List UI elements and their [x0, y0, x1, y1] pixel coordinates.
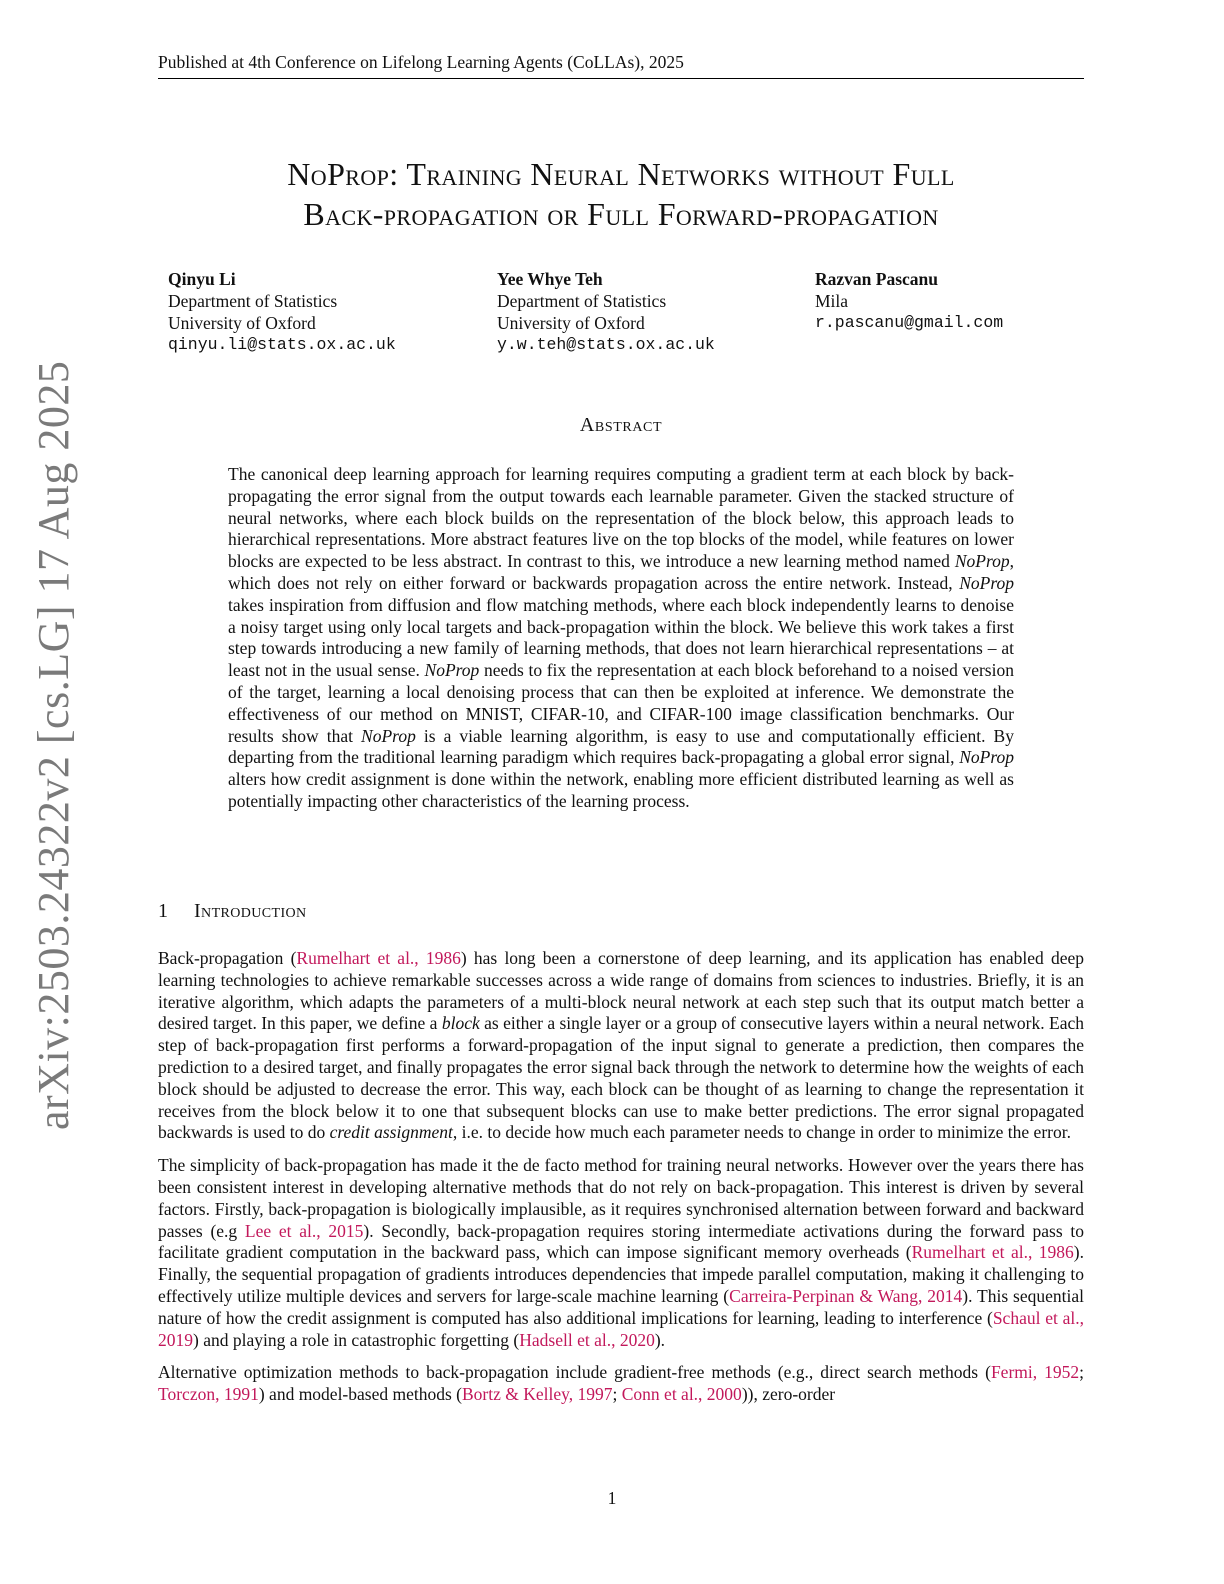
- author-email[interactable]: qinyu.li@stats.ox.ac.uk: [168, 335, 396, 354]
- author-email[interactable]: r.pascanu@gmail.com: [815, 313, 1004, 332]
- author-department: Department of Statistics: [497, 291, 667, 311]
- text-fragment: The simplicity of back-propagation has made it the de facto method for training neural networks. However over the years there has been consistent interest in developing alternative methods that do not rely on back-propagation. This interest is driven by several factors. Firstly, back-propagation is biologically implausible, as it requires synchronised alternation between forward and backward passes (e.g: [158, 1155, 1084, 1241]
- author-2: [497, 268, 715, 356]
- section-number: 1: [158, 900, 169, 922]
- introduction-body: [158, 948, 1084, 1417]
- arxiv-identifier: arXiv:2503.24322v2 [cs.LG] 17 Aug 2025: [29, 360, 78, 1130]
- abstract-fragment: takes inspiration from diffusion and flow matching methods, where each block independently learns to denoise a noisy target using only local targets and back-propagation within the block. We believe this work takes a first step towards introducing a new family of learning methods, that does not learn hierarchical representations – at least not in the usual sense.: [228, 594, 1014, 681]
- citation-link[interactable]: Conn et al., 2000: [621, 1384, 742, 1405]
- text-fragment: ;: [1079, 1362, 1084, 1383]
- text-fragment: Alternative optimization methods to back-propagation include gradient-free methods (e.g., direct search methods (: [158, 1362, 991, 1383]
- text-fragment: Back-propagation (: [158, 948, 297, 968]
- author-department: Mila: [815, 291, 849, 311]
- page-number: 1: [607, 1488, 617, 1508]
- text-fragment: )), zero-order: [741, 1384, 836, 1405]
- emphasis: block: [441, 1013, 480, 1034]
- citation-link[interactable]: Fermi, 1952: [990, 1362, 1080, 1383]
- paper-title: [158, 154, 1084, 234]
- abstract-text: [228, 464, 1014, 813]
- text-fragment: , i.e. to decide how much each parameter needs to change in order to minimize the error.: [452, 1122, 1071, 1143]
- text-fragment: ). Finally, the sequential propagation of gradients introduces dependencies that impede parallel computation, making it challenging to effectively utilize multiple devices and servers for large-scale machine learning (: [158, 1242, 1084, 1306]
- section-heading-introduction: [158, 900, 307, 923]
- citation-link[interactable]: Hadsell et al., 2020: [519, 1329, 655, 1350]
- paragraph-3: [158, 1362, 1084, 1406]
- text-fragment: ).: [654, 1329, 666, 1350]
- citation-link[interactable]: Bortz & Kelley, 1997: [461, 1384, 613, 1405]
- abstract-heading: Abstract: [579, 414, 663, 436]
- author-email[interactable]: y.w.teh@stats.ox.ac.uk: [497, 335, 715, 354]
- author-3: [815, 268, 1003, 334]
- text-fragment: as either a single layer or a group of consecutive layers within a neural network. Each step of back-propagation first performs a forward-propagation of the input signal to generate a prediction, then compares the prediction to a desired target, and finally propagates the error signal back through the network to determine how the weights of each block should be adjusted to decrease the error. This way, each block can be thought of as learning to change the representation it receives from the block below it to one that subsequent blocks can use to make better predictions. The error signal propagated backwards is used to do: [158, 1013, 1084, 1143]
- text-fragment: ;: [612, 1384, 622, 1405]
- method-name: NoProp: [959, 747, 1014, 768]
- author-name: Yee Whye Teh: [497, 269, 603, 289]
- abstract-fragment: is a viable learning algorithm, is easy to use and computationally efficient. By departing from the traditional learning paradigm which requires back-propagating a global error signal,: [228, 725, 1014, 768]
- abstract-fragment: alters how credit assignment is done within the network, enabling more efficient distributed learning as well as potentially impacting other characteristics of the learning process.: [228, 769, 1014, 811]
- author-name: Qinyu Li: [168, 269, 236, 289]
- abstract-fragment: needs to fix the representation at each block beforehand to a noised version of the target, learning a local denoising process that can then be exploited at inference. We demonstrate the effectiveness of our method on MNIST, CIFAR-10, and CIFAR-100 image classification benchmarks. Our results show that: [228, 660, 1014, 746]
- citation-link[interactable]: Rumelhart et al., 1986: [296, 948, 461, 968]
- text-fragment: ) and model-based methods (: [258, 1384, 462, 1405]
- text-fragment: ). This sequential nature of how the credit assignment is computed has also additional implications for learning, leading to interference (: [158, 1285, 1084, 1328]
- paragraph-2: [158, 1155, 1084, 1351]
- text-fragment: ) and playing a role in catastrophic forgetting (: [193, 1329, 520, 1350]
- method-name: NoProp: [959, 572, 1014, 593]
- author-name: Razvan Pascanu: [815, 269, 938, 289]
- title-line-2: Back-propagation or Full Forward-propagation: [303, 196, 939, 232]
- paragraph-1: [158, 948, 1084, 1144]
- emphasis: credit assignment: [329, 1122, 453, 1143]
- citation-link[interactable]: Rumelhart et al., 1986: [911, 1242, 1074, 1263]
- title-line-1: NoProp: Training Neural Networks without Full: [287, 156, 955, 192]
- citation-link[interactable]: Carreira-Perpinan & Wang, 2014: [729, 1285, 963, 1306]
- author-1: [168, 268, 396, 356]
- author-department: Department of Statistics: [168, 291, 338, 311]
- running-header: Published at 4th Conference on Lifelong Learning Agents (CoLLAs), 2025: [158, 52, 1084, 79]
- citation-link[interactable]: Lee et al., 2015: [244, 1220, 364, 1241]
- text-fragment: ). Secondly, back-propagation requires storing intermediate activations during the forward pass to facilitate gradient computation in the backward pass, which can impose significant memory overheads (: [158, 1220, 1085, 1263]
- abstract-fragment: The canonical deep learning approach for learning requires computing a gradient term at each block by back-propagating the error signal from the output towards each learnable parameter. Given the stacked structure of neural networks, where each block builds on the representation of the block below, this approach leads to hierarchical representations. More abstract features live on the top blocks of the model, while features on lower blocks are expected to be less abstract. In contrast to this, we introduce a new learning method named: [228, 464, 1014, 572]
- text-fragment: ) has long been a cornerstone of deep learning, and its application has enabled deep learning technologies to achieve remarkable successes across a wide range of domains from sciences to industries. Briefly, it is an iterative algorithm, which adapts the parameters of a multi-block neural network at each step such that its output match better a desired target. In this paper, we define a: [158, 948, 1085, 1034]
- method-name: NoProp: [361, 725, 416, 746]
- method-name: NoProp: [424, 660, 480, 681]
- author-institution: University of Oxford: [168, 313, 316, 333]
- abstract-fragment: , which does not rely on either forward or backwards propagation across the entire network. Instead,: [228, 551, 1014, 593]
- citation-link[interactable]: Schaul et al., 2019: [158, 1307, 1084, 1350]
- citation-link[interactable]: Torczon, 1991: [158, 1384, 259, 1405]
- method-name: NoProp: [954, 551, 1010, 572]
- section-title: Introduction: [194, 900, 307, 922]
- author-institution: University of Oxford: [497, 313, 645, 333]
